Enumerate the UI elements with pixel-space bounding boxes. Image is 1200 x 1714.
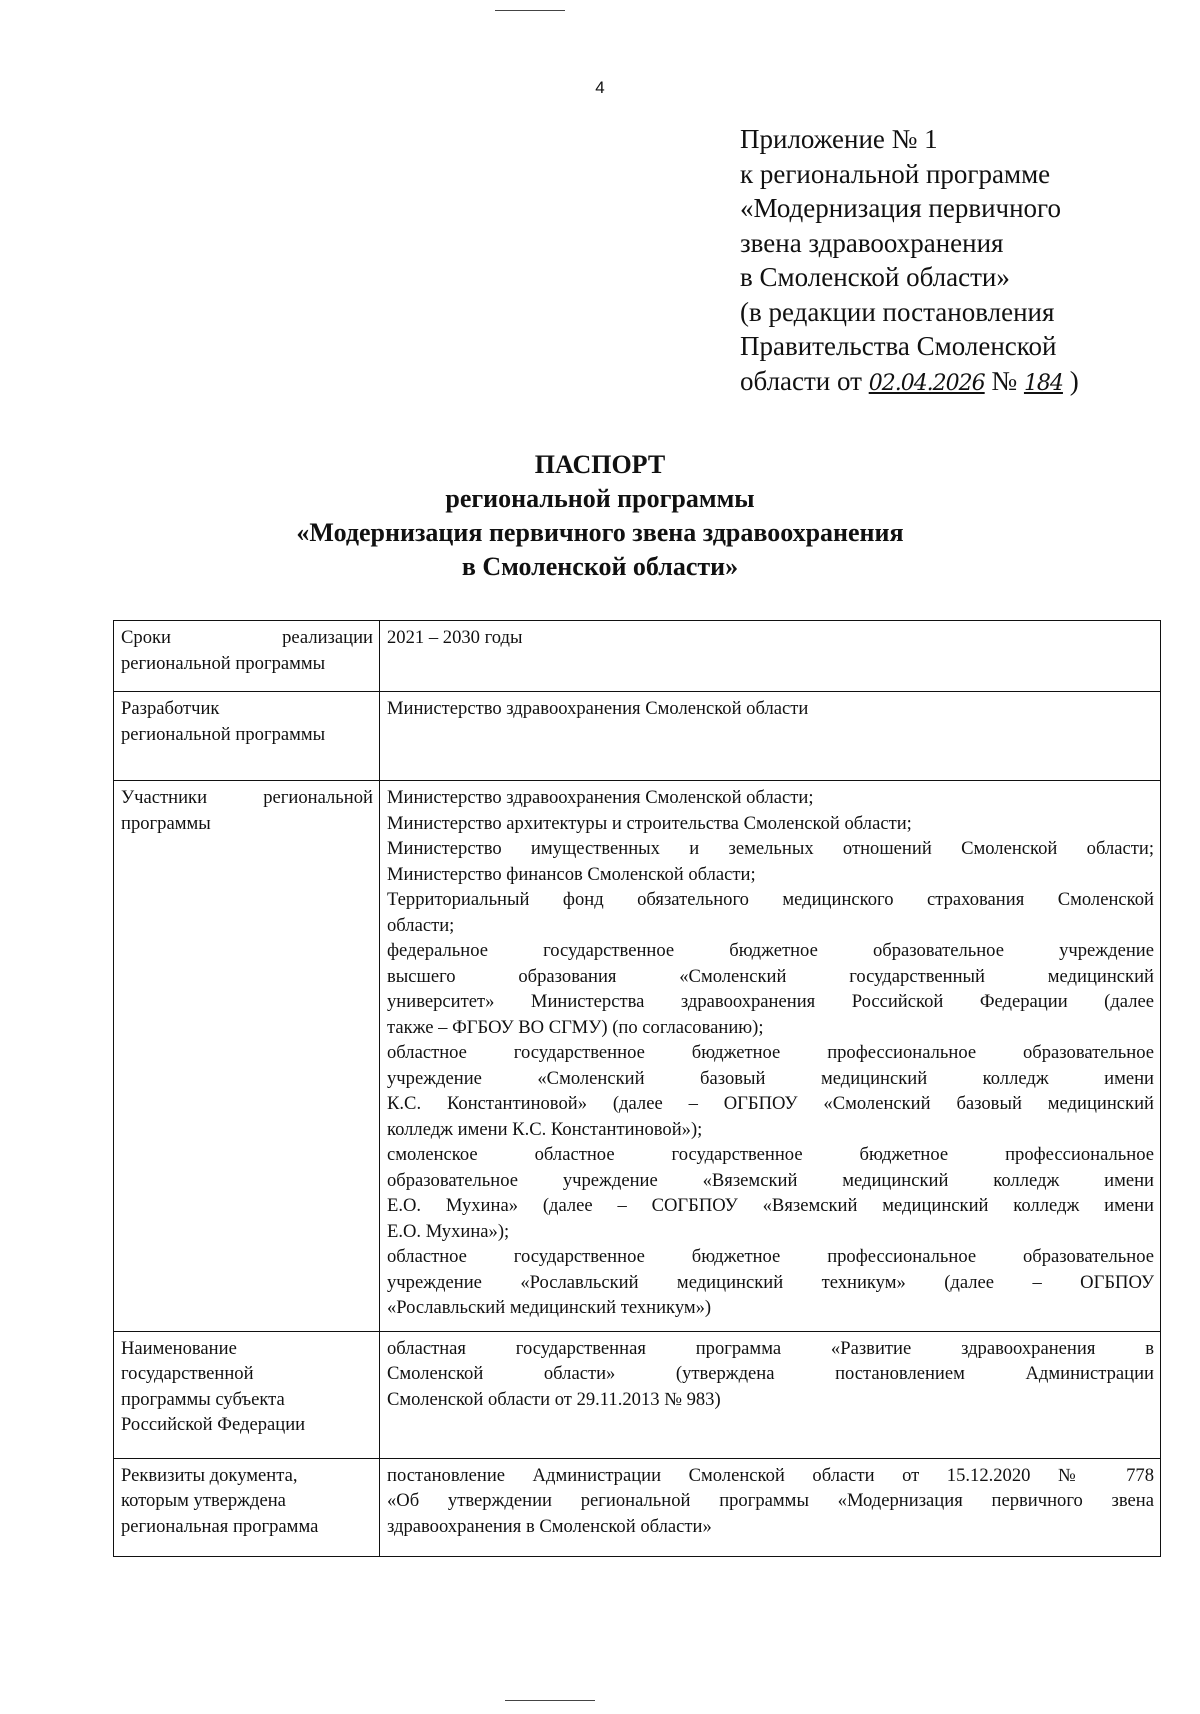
value-line: учреждение «Смоленский базовый медицинский колледж имени	[387, 1067, 1154, 1089]
value-line: постановление Администрации Смоленской области от 15.12.2020 № 778	[387, 1464, 1154, 1486]
row-value	[380, 1458, 1161, 1556]
value-line: здравоохранения в Смоленской области»	[387, 1515, 712, 1537]
value-line: областное государственное бюджетное профессиональное образовательное	[387, 1042, 1154, 1063]
value-line: образовательное учреждение «Вяземский медицинский колледж имени	[387, 1169, 1154, 1191]
label-line: Наименование	[121, 1337, 237, 1359]
table-row	[114, 621, 1161, 692]
title-line: ПАСПОРТ	[534, 450, 666, 479]
value-line: Смоленской области от 29.11.2013 № 983)	[387, 1388, 721, 1410]
value-line: колледж имени К.С. Константиновой»);	[387, 1118, 703, 1140]
value-line: Е.О. Мухина»);	[387, 1220, 510, 1242]
label-line: Реквизиты документа,	[121, 1464, 298, 1486]
value-line: высшего образования «Смоленский государственный медицинский	[387, 965, 1154, 987]
label-line: Российской Федерации	[121, 1414, 306, 1435]
label-line: программы	[121, 812, 211, 834]
table-row	[114, 781, 1161, 1332]
number-prefix: №	[991, 365, 1018, 396]
appendix-line: к региональной программе	[740, 158, 1051, 189]
scan-mark-top	[495, 10, 565, 11]
appendix-line: Правительства Смоленской	[740, 331, 1057, 361]
label-line: Сроки реализации	[121, 627, 373, 648]
row-value	[380, 621, 1161, 692]
value-line: также – ФГБОУ ВО СГМУ) (по согласованию);	[387, 1016, 764, 1038]
appendix-block	[740, 122, 1180, 401]
table-row	[114, 1331, 1161, 1458]
label-line: Участники региональной	[121, 787, 373, 808]
appendix-line: «Модернизация первичного	[740, 193, 1061, 223]
value-line: университет» Министерства здравоохранения Российской Федерации (далее	[387, 991, 1154, 1012]
value-line: 2021 – 2030 годы	[387, 627, 523, 648]
row-label	[114, 781, 380, 1332]
appendix-line: в Смоленской области»	[740, 262, 1010, 292]
label-line: региональная программа	[121, 1515, 319, 1537]
row-label	[114, 692, 380, 781]
value-line: федеральное государственное бюджетное образовательное учреждение	[387, 940, 1154, 961]
passport-title	[0, 448, 1200, 584]
table-row	[114, 692, 1161, 781]
label-line: региональной программы	[121, 652, 326, 674]
title-line: «Модернизация первичного звена здравоохранения	[296, 518, 904, 547]
value-line: «Об утверждении региональной программы «Модернизация первичного звена	[387, 1490, 1154, 1511]
value-line: Министерство имущественных и земельных отношений Смоленской области;	[387, 838, 1154, 859]
row-value	[380, 1331, 1161, 1458]
passport-table	[113, 620, 1161, 1557]
value-line: областная государственная программа «Развитие здравоохранения в	[387, 1337, 1154, 1359]
label-line: которым утверждена	[121, 1490, 286, 1511]
value-line: «Рославльский медицинский техникум»)	[387, 1297, 712, 1318]
label-line: Разработчик	[121, 698, 220, 719]
closing-paren: )	[1069, 365, 1079, 396]
value-line: смоленское областное государственное бюджетное профессиональное	[387, 1144, 1154, 1165]
value-line: Министерство здравоохранения Смоленской области;	[387, 787, 814, 808]
value-line: Министерство финансов Смоленской области;	[387, 863, 756, 885]
row-value	[380, 692, 1161, 781]
appendix-line: (в редакции постановления	[740, 296, 1055, 327]
value-line: Министерство здравоохранения Смоленской области	[387, 698, 809, 719]
label-line: программы субъекта	[121, 1388, 285, 1410]
value-line: К.С. Константиновой» (далее – ОГБПОУ «Смоленский базовый медицинский	[387, 1093, 1154, 1114]
handwritten-number: 184	[1023, 370, 1063, 396]
value-line: Министерство архитектуры и строительства Смоленской области;	[387, 812, 912, 834]
row-label	[114, 1331, 380, 1458]
page-number: 4	[595, 78, 605, 97]
value-line: учреждение «Рославльский медицинский техникум» (далее – ОГБПОУ	[387, 1271, 1154, 1293]
appendix-line: Приложение № 1	[740, 124, 938, 154]
row-value	[380, 781, 1161, 1332]
value-line: областное государственное бюджетное профессиональное образовательное	[387, 1246, 1154, 1267]
handwritten-date: 02.04.2026	[868, 370, 985, 396]
row-label	[114, 1458, 380, 1556]
value-line: области;	[387, 914, 455, 936]
table-row	[114, 1458, 1161, 1556]
appendix-date-line	[740, 364, 1180, 402]
appendix-line: звена здравоохранения	[740, 227, 1004, 258]
value-line: Смоленской области» (утверждена постановлением Администрации	[387, 1363, 1154, 1384]
label-line: региональной программы	[121, 723, 326, 745]
date-prefix: области от	[740, 365, 862, 396]
value-line: Территориальный фонд обязательного медицинского страхования Смоленской	[387, 889, 1154, 910]
title-line: в Смоленской области»	[461, 552, 739, 581]
title-line: региональной программы	[445, 484, 755, 513]
label-line: государственной	[121, 1363, 254, 1384]
row-label	[114, 621, 380, 692]
scan-mark-bottom	[505, 1700, 595, 1701]
value-line: Е.О. Мухина» (далее – СОГБПОУ «Вяземский медицинский колледж имени	[387, 1195, 1154, 1216]
